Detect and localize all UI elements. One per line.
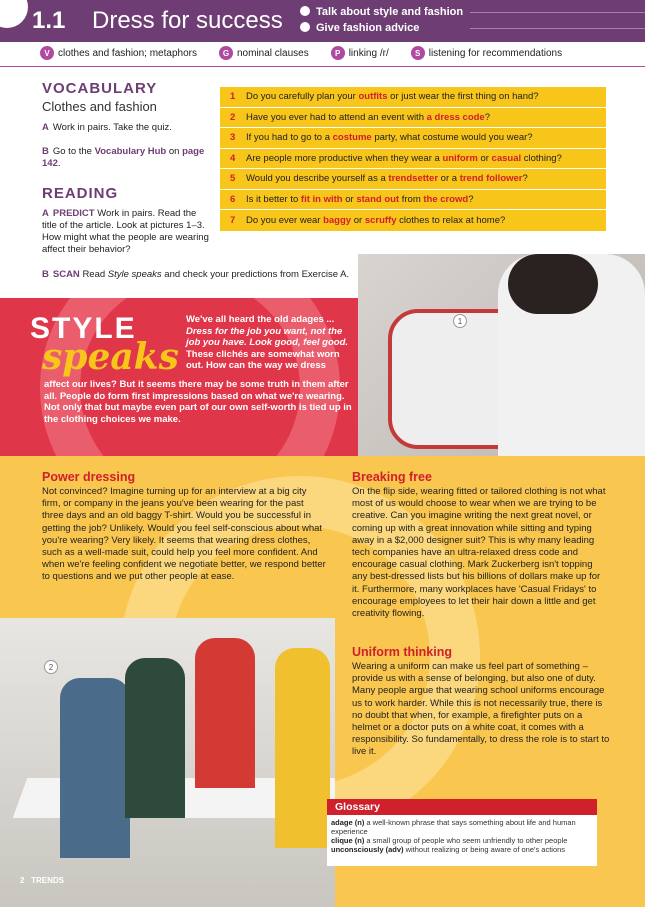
person-illustration bbox=[125, 658, 185, 818]
glossary-item: clique (n) a small group of people who seem unfriendly to other people bbox=[331, 836, 568, 845]
bullet-icon bbox=[300, 6, 310, 16]
vocabulary-hub-link[interactable]: Vocabulary Hub bbox=[94, 146, 167, 157]
page-footer: 2 TRENDS bbox=[20, 876, 65, 885]
vocabulary-task-a: A Work in pairs. Take the quiz. bbox=[42, 122, 172, 133]
goal-1: Talk about style and fashion bbox=[300, 6, 463, 18]
skill-badge: P bbox=[331, 46, 345, 60]
skill-badge: S bbox=[411, 46, 425, 60]
divider bbox=[0, 66, 645, 67]
goal-2: Give fashion advice bbox=[300, 22, 419, 34]
quiz-item: 4 Are people more productive when they wear a uniform or casual clothing? bbox=[220, 149, 606, 170]
skill-grammar: G nominal clauses bbox=[219, 46, 309, 60]
skills-row bbox=[40, 46, 562, 60]
header-circle-decoration bbox=[0, 0, 28, 28]
vocabulary-subheading: Clothes and fashion bbox=[42, 99, 157, 114]
vocabulary-task-b: B Go to the Vocabulary Hub on page 142. bbox=[42, 146, 205, 169]
article-title-style: STYLE bbox=[30, 312, 137, 345]
skill-speaking: S listening for recommendations bbox=[411, 46, 562, 60]
quiz-item: 7 Do you ever wear baggy or scruffy clothes to relax at home? bbox=[230, 214, 506, 226]
skill-badge: G bbox=[219, 46, 233, 60]
skill-badge: V bbox=[40, 46, 54, 60]
person-illustration bbox=[60, 678, 130, 858]
bullet-icon bbox=[300, 22, 310, 32]
section-power-dressing-text: Not convinced? Imagine turning up for an interview at a big city firm, or company in the jeans you've been wearing for the past three days and an old baggy T-shirt. Would you be successful in getting the job? Unlikely. Would you feel self-conscious about what you're wearing? Very likely. It seems that wearing dress clothes, such as a well-made suit, could help you feel more confident. And when we're feeling confident we negotiate better, we respond better to questions and we put other people at ease. bbox=[42, 486, 326, 583]
unit-title: Dress for success bbox=[92, 7, 283, 34]
quiz-item: 1 Do you carefully plan your outfits or just wear the first thing on hand? bbox=[220, 87, 606, 108]
skill-pronunciation: P linking /r/ bbox=[331, 46, 389, 60]
unit-number: 1.1 bbox=[32, 7, 66, 34]
fashion-quiz bbox=[220, 87, 606, 231]
section-breaking-free-heading: Breaking free bbox=[352, 470, 432, 484]
glossary-item: adage (n) a well-known phrase that says something about life and human experience bbox=[331, 818, 576, 836]
photo-number-2: 2 bbox=[44, 660, 58, 674]
section-breaking-free-text: On the flip side, wearing fitted or tailored clothing is not what most of us would choose to wear when we are trying to be creative. Can you imagine writing the next great novel, or coming up with a great innovation while sitting and typing away in a $2,000 designer suit? This is why many leading tech companies have an ultra-relaxed dress code and encourage casual clothing. Mark Zuckerberg isn't topping any best-dressed lists but his billions of dollars make up for it. Furthermore, many workplaces have 'Casual Fridays' to encourage employees to let their hair down a little and get creativity flowing. bbox=[352, 486, 606, 620]
person-illustration bbox=[195, 638, 255, 788]
section-uniform-thinking-heading: Uniform thinking bbox=[352, 645, 452, 659]
hair-illustration bbox=[508, 254, 598, 314]
unit-header bbox=[0, 0, 645, 42]
page-ref-link[interactable]: page 142 bbox=[42, 146, 205, 169]
quiz-item: 2 Have you ever had to attend an event with a dress code ? bbox=[220, 108, 606, 129]
quiz-item: 5 Would you describe yourself as a trendsetter or a trend follower ? bbox=[220, 169, 606, 190]
glossary-item: unconsciously (adv) without realizing or being aware of one's actions bbox=[331, 845, 566, 854]
divider bbox=[470, 12, 645, 13]
glossary-box bbox=[327, 799, 597, 866]
person-illustration bbox=[275, 648, 330, 848]
skill-vocabulary: V clothes and fashion; metaphors bbox=[40, 46, 197, 60]
reading-heading: READING bbox=[42, 185, 119, 202]
section-uniform-thinking-text: Wearing a uniform can make us feel part of something – provide us with a sense of belonging, but also one of duty. Many people argue that wearing school uniforms encourage us to work harder. While this is not necessarily true, there is no doubt that when, for example, a firefighter puts on a helmet or a doctor puts on a white coat, it comes with a responsibility. So fundamentally, to dress the role is to start to live it. bbox=[352, 661, 610, 758]
vocabulary-heading: VOCABULARY bbox=[42, 80, 158, 97]
reading-task-a: A PREDICT Work in pairs. Read the title of the article. Look at pictures 1–3. How might what the people are wearing affect their behavior? bbox=[42, 208, 209, 255]
article-intro: We've all heard the old adages ... Dress for the job you want, not the job you have. Look good, feel good. These clichés are somewhat worn out. How can the way we dress bbox=[186, 314, 349, 371]
quiz-item: 6 Is it better to fit in with or stand out from the crowd ? bbox=[220, 190, 606, 211]
reading-task-b: B SCAN Read Style speaks and check your predictions from Exercise A. bbox=[42, 269, 350, 280]
glossary-title: Glossary bbox=[327, 799, 597, 815]
section-power-dressing-heading: Power dressing bbox=[42, 470, 136, 484]
quiz-item: 3 If you had to go to a costume party, what costume would you wear? bbox=[220, 128, 606, 149]
divider bbox=[470, 28, 645, 29]
article-intro-continued: affect our lives? But it seems there may be some truth in them after all. People do form first impressions based on what we're wearing. Not only that but maybe even part of our own self-worth is tied up in the clothing choices we make. bbox=[44, 379, 352, 425]
photo-scientist-microscope bbox=[358, 254, 645, 456]
article-title-speaks: speaks bbox=[42, 336, 179, 378]
photo-number-1: 1 bbox=[453, 314, 467, 328]
